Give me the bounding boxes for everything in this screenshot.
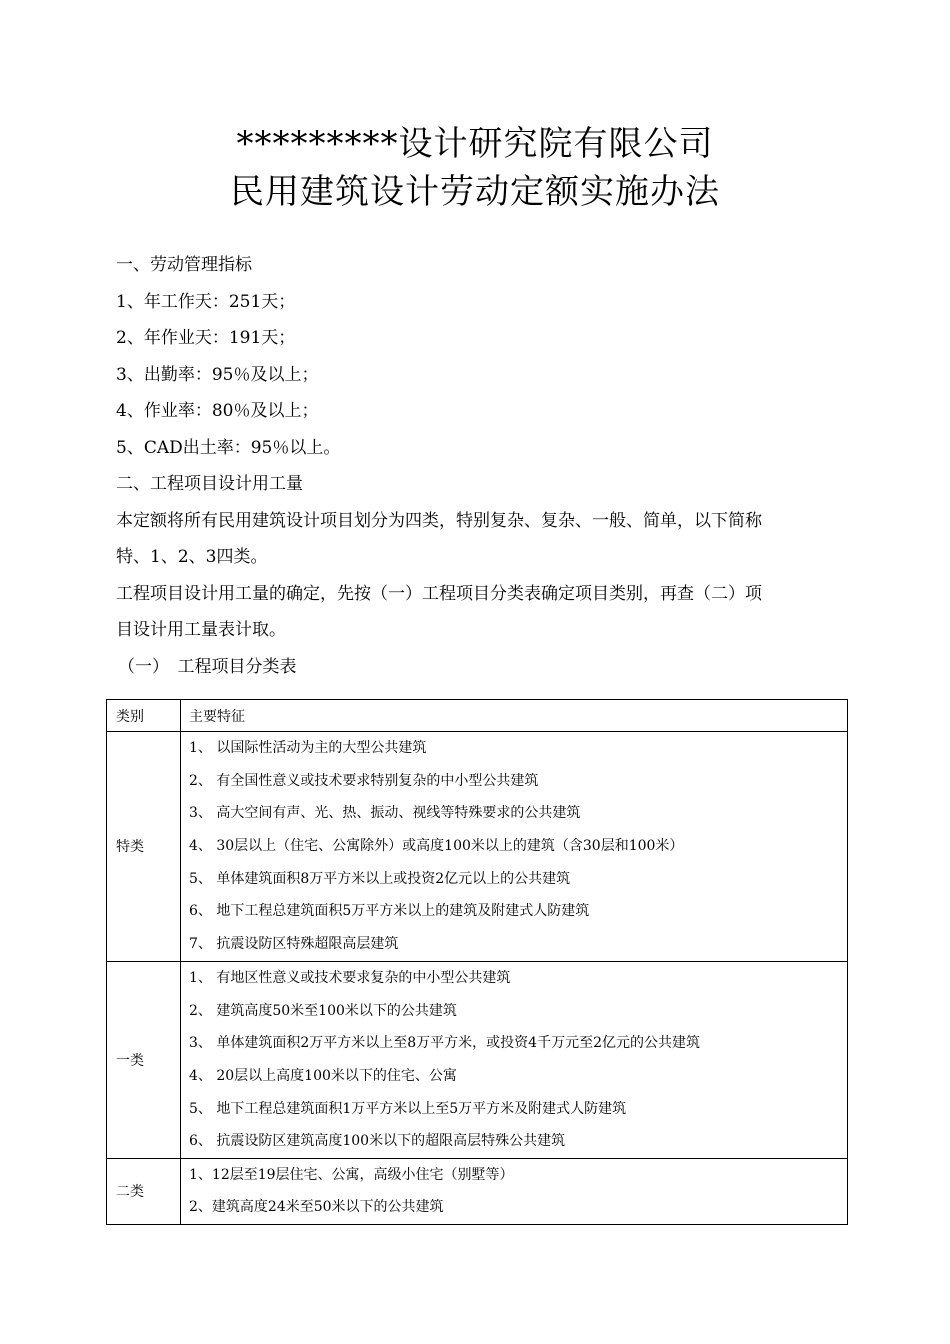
category-cell: 一类 xyxy=(107,961,181,1158)
feature-item: 6、 抗震设防区建筑高度100米以下的超限高层特殊公共建筑 xyxy=(189,1133,566,1150)
header-features: 主要特征 xyxy=(181,700,848,732)
table-row xyxy=(107,732,848,962)
feature-item: 1、12层至19层住宅、公寓，高级小住宅（别墅等） xyxy=(189,1166,514,1183)
classification-table xyxy=(106,699,848,1225)
feature-item: 7、 抗震设防区特殊超限高层建筑 xyxy=(189,936,399,953)
table-header-row xyxy=(107,700,848,732)
feature-item: 3、 高大空间有声、光、热、振动、视线等特殊要求的公共建筑 xyxy=(189,805,581,822)
feature-item: 6、 地下工程总建筑面积5万平方米以上的建筑及附建式人防建筑 xyxy=(189,903,590,920)
table-row xyxy=(107,961,848,1158)
feature-item: 1、 有地区性意义或技术要求复杂的中小型公共建筑 xyxy=(189,969,511,986)
list-item: 4、作业率：80％及以上； xyxy=(116,401,319,421)
list-item: 2、年作业天：191天； xyxy=(116,328,296,348)
features-cell xyxy=(181,1158,848,1224)
table-row xyxy=(107,1158,848,1224)
list-item: 5、CAD出土率：95％以上。 xyxy=(116,437,341,458)
list-item: 1、年工作天：251天； xyxy=(116,291,296,312)
features-cell xyxy=(181,732,848,962)
list-item: 3、出勤率：95％及以上； xyxy=(116,364,319,385)
feature-item: 3、 单体建筑面积2万平方米以上至8万平方米，或投资4千万元至2亿元的公共建筑 xyxy=(189,1035,700,1052)
category-cell: 特类 xyxy=(107,732,181,962)
feature-item: 2、 建筑高度50米至100米以下的公共建筑 xyxy=(189,1002,457,1019)
document-body xyxy=(116,247,841,685)
category-cell: 二类 xyxy=(107,1158,181,1224)
feature-item: 2、 有全国性意义或技术要求特别复杂的中小型公共建筑 xyxy=(189,772,539,789)
feature-item: 1、 以国际性活动为主的大型公共建筑 xyxy=(189,740,427,756)
features-cell xyxy=(181,961,848,1158)
paragraph-line: 特、1、2、3四类。 xyxy=(116,547,268,567)
document-title-company: *********设计研究院有限公司 xyxy=(236,124,714,164)
paragraph-line: 本定额将所有民用建筑设计项目划分为四类，特别复杂、复杂、一般、简单，以下简称 xyxy=(116,510,762,531)
feature-item: 5、 地下工程总建筑面积1万平方米以上至5万平方米及附建式人防建筑 xyxy=(189,1100,627,1117)
section2-heading: 二、工程项目设计用工量 xyxy=(116,474,303,494)
paragraph-line: 目设计用工量表计取。 xyxy=(116,620,286,640)
document-title-main: 民用建筑设计劳动定额实施办法 xyxy=(230,172,720,212)
paragraph-line: 工程项目设计用工量的确定，先按（一）工程项目分类表确定项目类别，再查（二）项 xyxy=(116,583,762,604)
feature-item: 4、 30层以上（住宅、公寓除外）或高度100米以上的建筑（含30层和100米） xyxy=(189,838,684,855)
table-caption: （一） 工程项目分类表 xyxy=(118,656,297,677)
header-category: 类别 xyxy=(107,700,181,732)
feature-item: 4、 20层以上高度100米以下的住宅、公寓 xyxy=(189,1067,457,1084)
section1-heading: 一、劳动管理指标 xyxy=(116,255,252,275)
feature-item: 2、建筑高度24米至50米以下的公共建筑 xyxy=(189,1199,444,1216)
feature-item: 5、 单体建筑面积8万平方米以上或投资2亿元以上的公共建筑 xyxy=(189,870,571,887)
